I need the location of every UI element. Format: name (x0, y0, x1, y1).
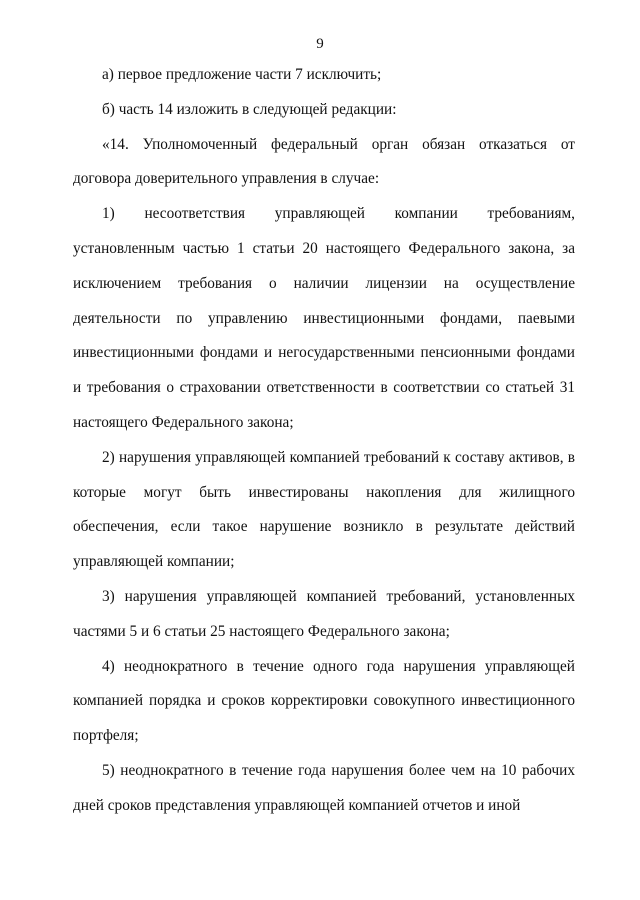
paragraph-a: а) первое предложение части 7 исключить; (102, 66, 382, 83)
page-number: 9 (316, 36, 324, 52)
paragraph-item-1: 1) несоответствия управляющей компании требованиям, установленным частью 1 статьи 20 настоящего Федерального закона, за исключением требования о наличии лицензии на осуществление деятельности по управлению инвестиционными фондами, паевыми инвестиционными фондами и негосударственными пенсионными фондами и требования о страховании ответственности в соответствии со статьей 31 настоящего Федерального закона; (73, 205, 575, 431)
paragraph-item-3: 3) нарушения управляющей компанией требований, установленных частями 5 и 6 статьи 25 настоящего Федерального закона; (73, 587, 575, 640)
paragraph-b: б) часть 14 изложить в следующей редакции: (102, 100, 397, 118)
paragraph-14-intro: «14. Уполномоченный федеральный орган обязан отказаться от договора доверительного управления в случае: (73, 135, 575, 188)
paragraph-item-5: 5) неоднократного в течение года нарушения более чем на 10 рабочих дней сроков представления управляющей компанией отчетов и иной (73, 761, 575, 814)
paragraph-item-2: 2) нарушения управляющей компанией требований к составу активов, в которые могут быть инвестированы накопления для жилищного обеспечения, если такое нарушение возникло в результате действий управляющей компании; (73, 448, 575, 571)
paragraph-item-4: 4) неоднократного в течение одного года нарушения управляющей компанией порядка и сроков корректировки совокупного инвестиционного портфеля; (73, 657, 575, 745)
document-body (73, 58, 575, 824)
